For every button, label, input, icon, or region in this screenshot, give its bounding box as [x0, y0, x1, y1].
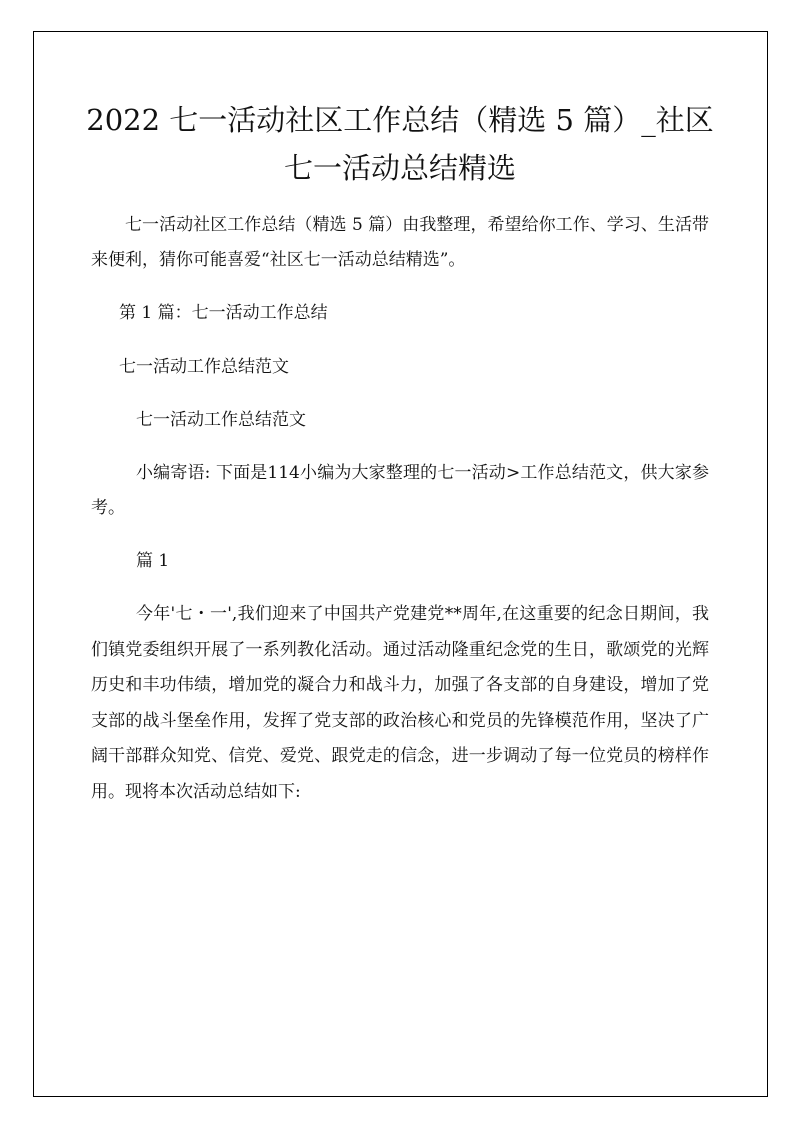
intro-paragraph: 七一活动社区工作总结（精选 5 篇）由我整理，希望给你工作、学习、生活带来便利，猜你可能喜爱“社区七一活动总结精选”。	[91, 215, 709, 270]
document-title	[70, 96, 730, 192]
section-heading: 第 1 篇：七一活动工作总结	[119, 303, 328, 323]
document-body	[91, 208, 709, 811]
part-label: 篇 1	[136, 551, 170, 571]
body-paragraph: 今年'七・一',我们迎来了中国共产党建党**周年,在这重要的纪念日期间，我们镇党委组织开展了一系列教化活动。通过活动隆重纪念党的生日，歌颂党的光辉历史和丰功伟绩，增加党的凝合力和战斗力，加强了各支部的自身建设，增加了党支部的战斗堡垒作用，发挥了党支部的政治核心和党员的先锋模范作用，坚决了广阔干部群众知党、信党、爱党、跟党走的信念，进一步调动了每一位党员的榜样作用。现将本次活动总结如下:	[91, 604, 709, 802]
title-line-2: 七一活动总结精选	[283, 151, 516, 185]
subheading-repeat: 七一活动工作总结范文	[136, 410, 306, 430]
editor-note: 小编寄语: 下面是114小编为大家整理的七一活动>工作总结范文，供大家参考。	[91, 463, 709, 518]
title-line-1: 2022 七一活动社区工作总结（精选 5 篇）_社区	[86, 103, 714, 137]
subheading: 七一活动工作总结范文	[119, 357, 289, 377]
